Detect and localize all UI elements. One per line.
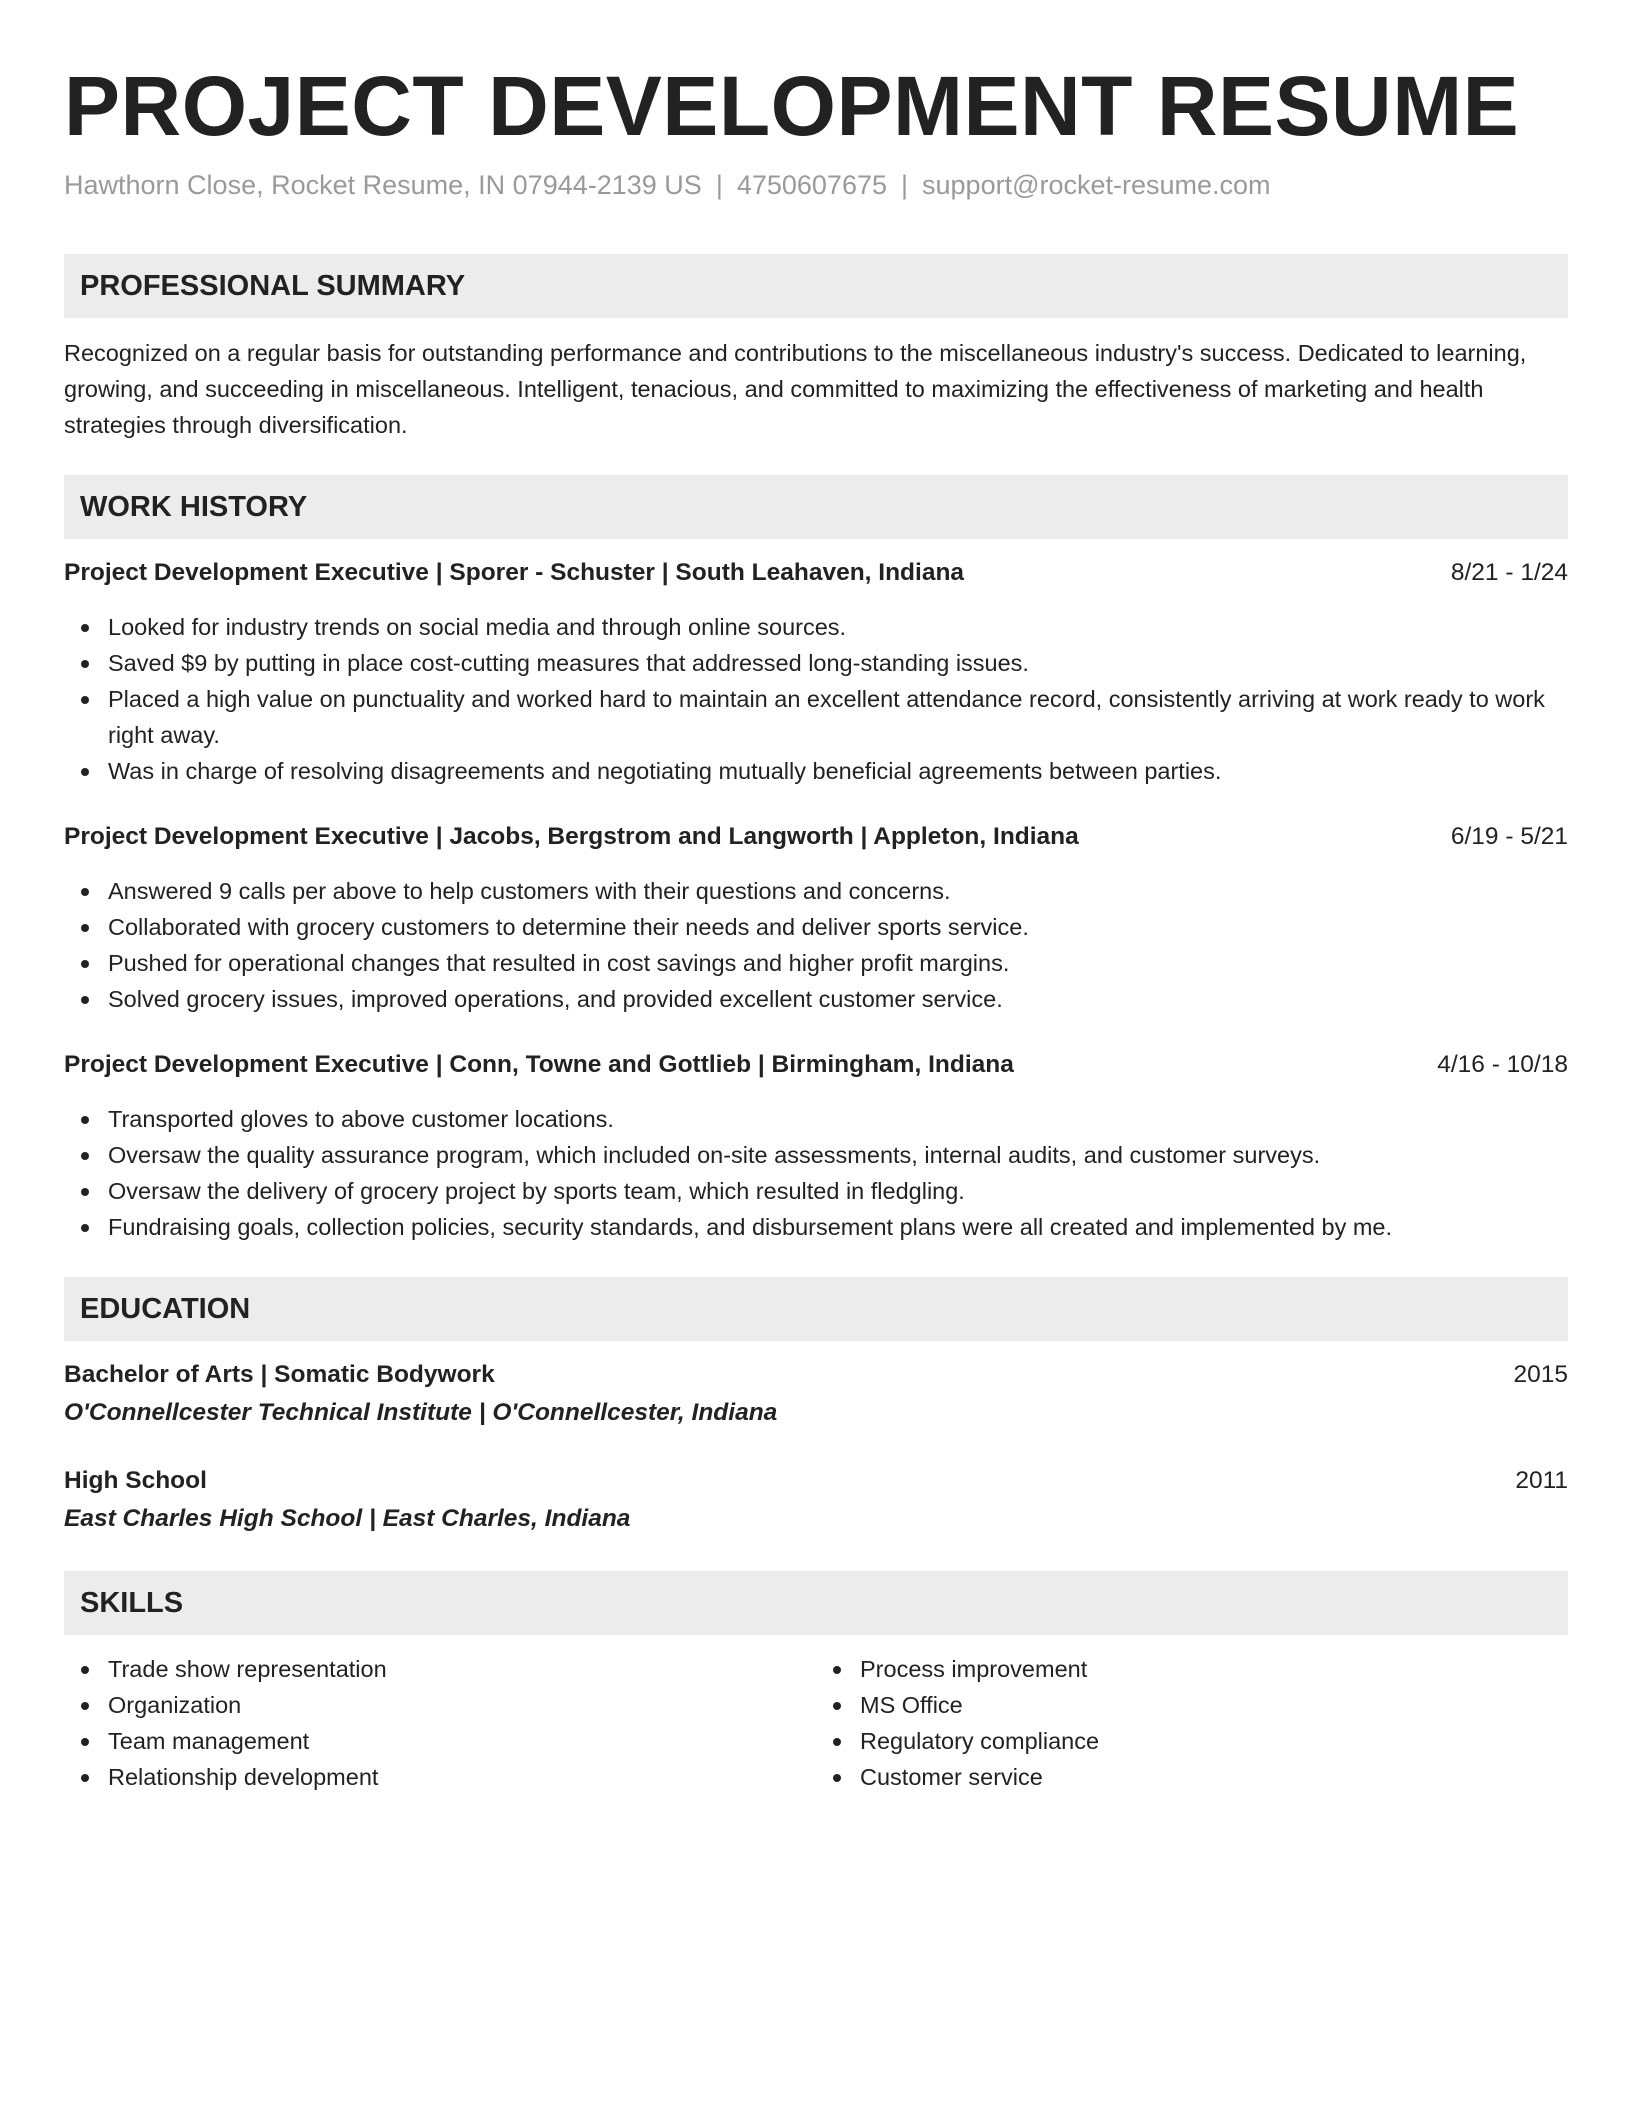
section-heading-skills: SKILLS	[64, 1571, 1568, 1635]
job-dates: 6/19 - 5/21	[1450, 823, 1568, 850]
resume-title: PROJECT DEVELOPMENT RESUME	[64, 59, 1520, 153]
skills-column-right	[816, 1651, 1568, 1795]
job-header	[64, 819, 1568, 855]
section-heading-work-history: WORK HISTORY	[64, 475, 1568, 539]
skill-item: Team management	[108, 1723, 816, 1759]
education-school: O'Connellcester Technical Institute | O'Connellcester, Indiana	[64, 1399, 778, 1426]
job-bullets	[64, 1101, 1568, 1245]
skill-item: Organization	[108, 1687, 816, 1723]
job-bullet: Solved grocery issues, improved operations, and provided excellent customer service.	[108, 981, 1568, 1017]
education-year: 2015	[1513, 1361, 1568, 1388]
job-entry	[64, 1047, 1568, 1245]
contact-line	[64, 168, 1568, 202]
skill-item: Process improvement	[860, 1651, 1568, 1687]
job-bullet: Oversaw the delivery of grocery project by sports team, which resulted in fledgling.	[108, 1173, 1568, 1209]
job-bullet: Transported gloves to above customer locations.	[108, 1101, 1568, 1137]
summary-text: Recognized on a regular basis for outstanding performance and contributions to the miscellaneous industry's success. Dedicated to learning, growing, and succeeding in miscellaneous. Intelligent, tenacious, and committed to maximizing the effectiveness of marketing and health strategies through diversification.	[64, 340, 1527, 438]
contact-separator: |	[901, 170, 909, 200]
job-entry	[64, 819, 1568, 1017]
education-degree: High School	[64, 1467, 207, 1494]
skill-item: MS Office	[860, 1687, 1568, 1723]
contact-email: support@rocket-resume.com	[922, 170, 1271, 200]
education-header	[64, 1357, 1568, 1393]
job-bullet: Placed a high value on punctuality and worked hard to maintain an excellent attendance record, consistently arriving at work ready to work right away.	[108, 681, 1568, 753]
education-degree: Bachelor of Arts | Somatic Bodywork	[64, 1361, 495, 1388]
job-bullets	[64, 609, 1568, 789]
job-bullets	[64, 873, 1568, 1017]
skills-grid	[64, 1651, 1568, 1795]
section-heading-summary: PROFESSIONAL SUMMARY	[64, 254, 1568, 318]
job-bullet: Saved $9 by putting in place cost-cutting measures that addressed long-standing issues.	[108, 645, 1568, 681]
resume-page	[64, 58, 1568, 1795]
education-entry	[64, 1463, 1568, 1539]
job-dates: 4/16 - 10/18	[1437, 1051, 1568, 1078]
job-title-line: Project Development Executive | Jacobs, Bergstrom and Langworth | Appleton, Indiana	[64, 823, 1079, 850]
job-bullet: Looked for industry trends on social media and through online sources.	[108, 609, 1568, 645]
education-year: 2011	[1515, 1467, 1568, 1494]
job-title-line: Project Development Executive | Sporer - Schuster | South Leahaven, Indiana	[64, 559, 965, 586]
job-bullet: Pushed for operational changes that resulted in cost savings and higher profit margins.	[108, 945, 1568, 981]
section-heading-education: EDUCATION	[64, 1277, 1568, 1341]
contact-phone: 4750607675	[736, 170, 887, 200]
job-header	[64, 555, 1568, 591]
skill-item: Relationship development	[108, 1759, 816, 1795]
job-header	[64, 1047, 1568, 1083]
education-header	[64, 1463, 1568, 1499]
job-bullet: Oversaw the quality assurance program, which included on-site assessments, internal audits, and customer surveys.	[108, 1137, 1568, 1173]
skill-item: Regulatory compliance	[860, 1723, 1568, 1759]
skill-item: Trade show representation	[108, 1651, 816, 1687]
education-entry	[64, 1357, 1568, 1433]
contact-separator: |	[715, 170, 723, 200]
job-dates: 8/21 - 1/24	[1450, 559, 1568, 586]
job-bullet: Fundraising goals, collection policies, security standards, and disbursement plans were all created and implemented by me.	[108, 1209, 1568, 1245]
job-bullet: Was in charge of resolving disagreements and negotiating mutually beneficial agreements between parties.	[108, 753, 1568, 789]
job-entry	[64, 555, 1568, 789]
skill-item: Customer service	[860, 1759, 1568, 1795]
education-school: East Charles High School | East Charles, Indiana	[64, 1505, 631, 1532]
skills-column-left	[64, 1651, 816, 1795]
job-bullet: Collaborated with grocery customers to determine their needs and deliver sports service.	[108, 909, 1568, 945]
job-bullet: Answered 9 calls per above to help customers with their questions and concerns.	[108, 873, 1568, 909]
job-title-line: Project Development Executive | Conn, Towne and Gottlieb | Birmingham, Indiana	[64, 1051, 1014, 1078]
contact-address: Hawthorn Close, Rocket Resume, IN 07944-2139 US	[64, 170, 702, 200]
